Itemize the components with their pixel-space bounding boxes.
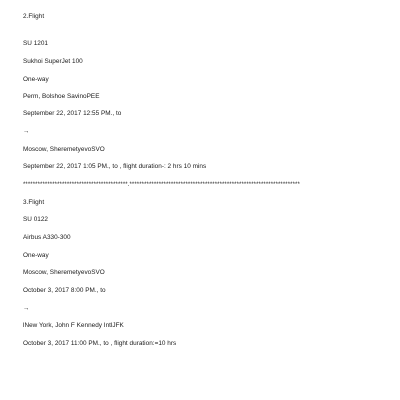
flight-2-destination: Moscow, SheremetyevoSVO xyxy=(23,146,105,153)
flight-3-departure-time: October 3, 2017 8:00 PM., to xyxy=(23,287,106,294)
flight-2-arrival-time: September 22, 2017 1:05 PM., to , flight duration-: 2 hrs 10 mins xyxy=(23,163,207,170)
flight-2-header: 2.Flight xyxy=(23,13,45,20)
flight-3-trip-type: One-way xyxy=(23,252,49,259)
flight-3-aircraft: Airbus A330-300 xyxy=(23,234,71,241)
separator-line: *******************************************.********************************************************************** xyxy=(23,182,300,188)
flight-2-origin: Perm, Bolshoe SavinoPEE xyxy=(23,93,100,100)
flight-2-number: SU 1201 xyxy=(23,40,49,47)
flight-3-number: SU 0122 xyxy=(23,216,49,223)
flight-3-header: 3.Flight xyxy=(23,199,45,206)
flight-3-destination: lNew York, John F Kennedy IntlJFK xyxy=(23,322,124,329)
flight-2-trip-type: One-way xyxy=(23,76,49,83)
flight-3-origin: Moscow, SheremetyevoSVO xyxy=(23,269,105,276)
cut-off-text-line xyxy=(88,0,338,2)
flight-3-arrow: → xyxy=(23,305,30,312)
flight-2-arrow: → xyxy=(23,128,30,135)
flight-3-arrival-time: October 3, 2017 11:00 PM., to , flight duration:=10 hrs xyxy=(23,340,177,347)
flight-2-aircraft: Sukhoi SuperJet 100 xyxy=(23,58,83,65)
flight-2-departure-time: September 22, 2017 12:55 PM., to xyxy=(23,110,122,117)
